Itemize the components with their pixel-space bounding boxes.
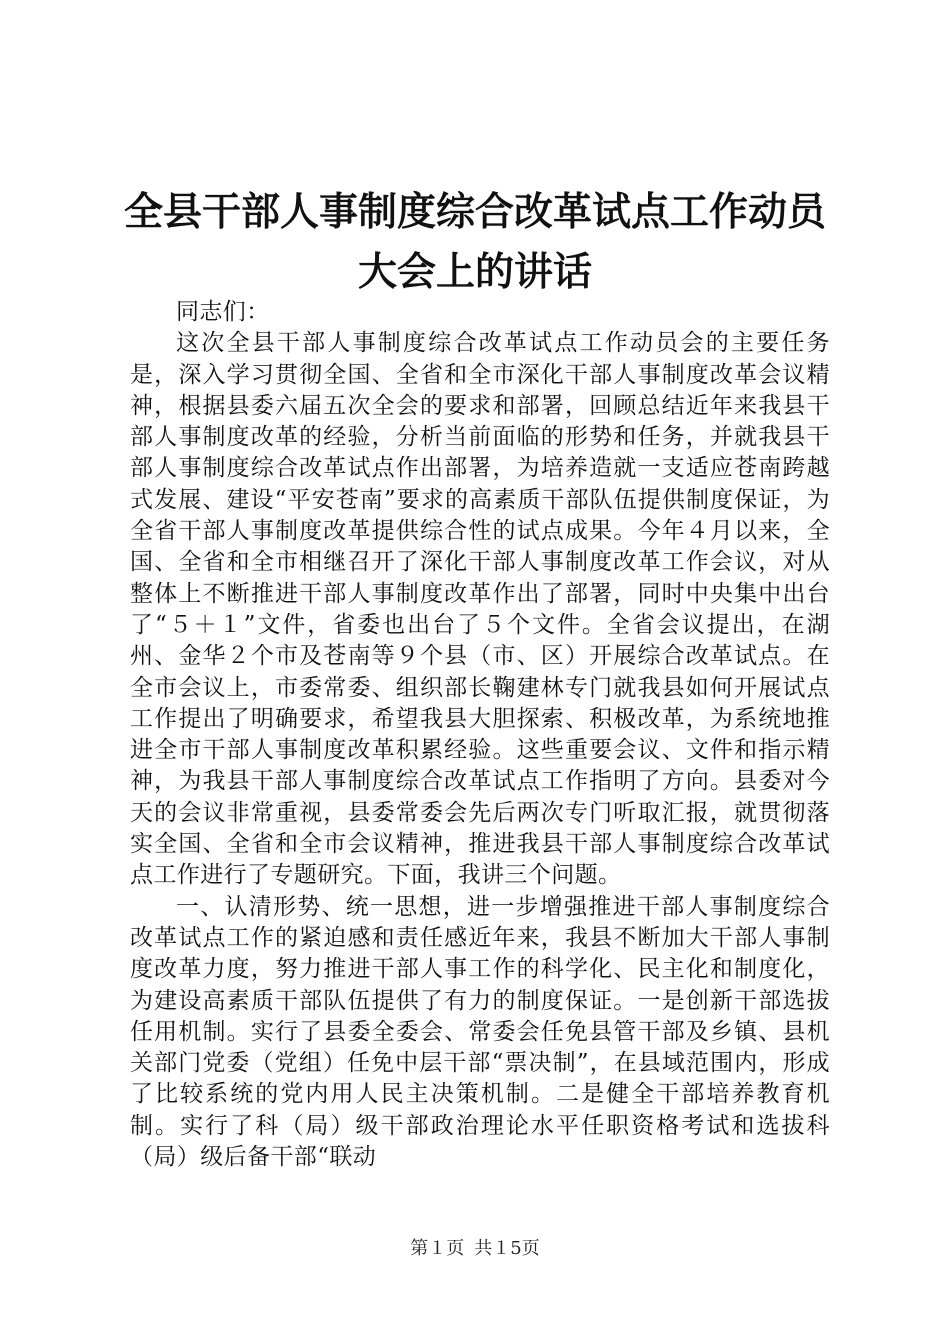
body-paragraph: 一、认清形势、统一思想，进一步增强推进干部人事制度综合改革试点工作的紧迫感和责任感近年来，我县不断加大干部人事制度改革力度，努力推进干部人事工作的科学化、民主化和制度化，为建设高素质干部队伍提供了有力的制度保证。一是创新干部选拔任用机制。实行了县委全委会、常委会任免县管干部及乡镇、县机关部门党委（党组）任免中层干部“票决制”，在县域范围内，形成了比较系统的党内用人民主决策机制。二是健全干部培养教育机制。实行了科（局）级干部政治理论水平任职资格考试和选拔科（局）级后备干部“联动 — [130, 893, 830, 1171]
document-body — [130, 297, 830, 1197]
document-title: 全县干部人事制度综合改革试点工作动员大会上的讲话 — [123, 189, 826, 295]
page-total: 共１5页 — [474, 1238, 540, 1259]
body-paragraph: 这次全县干部人事制度综合改革试点工作动员会的主要任务是，深入学习贯彻全国、全省和全市深化干部人事制度改革会议精神，根据县委六届五次全会的要求和部署，回顾总结近年来我县干部人事制度改革的经验，分析当前面临的形势和任务，并就我县干部人事制度综合改革试点作出部署，为培养造就一支适应苍南跨越式发展、建设“平安苍南”要求的高素质干部队伍提供制度保证，为全省干部人事制度改革提供综合性的试点成果。今年４月以来，全国、全省和全市相继召开了深化干部人事制度改革工作会议，对从整体上不断推进干部人事制度改革作出了部署，同时中央集中出台了“５＋１”文件，省委也出台了５个文件。全省会议提出，在湖州、金华２个市及苍南等９个县（市、区）开展综合改革试点。在全市会议上，市委常委、组织部长鞠建林专门就我县如何开展试点工作提出了明确要求，希望我县大胆探索、积极改革，为系统地推进全市干部人事制度改革积累经验。这些重要会议、文件和指示精神，为我县干部人事制度综合改革试点工作指明了方向。县委对今天的会议非常重视，县委常委会先后两次专门听取汇报，就贯彻落实全国、全省和全市会议精神，推进我县干部人事制度综合改革试点工作进行了专题研究。下面，我讲三个问题。 — [130, 330, 830, 889]
page-number: 第１页 — [410, 1238, 465, 1259]
page-footer — [0, 1237, 950, 1261]
salutation: 同志们： — [176, 299, 270, 325]
